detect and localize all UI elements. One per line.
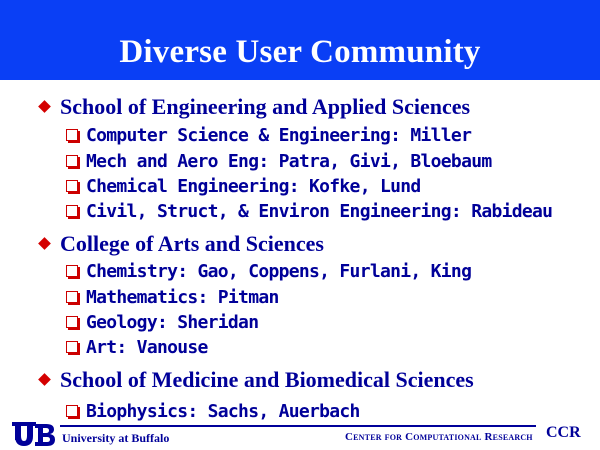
footer-rule bbox=[60, 425, 536, 427]
checkbox-bullet-icon bbox=[66, 265, 78, 277]
list-item-text: Chemistry: Gao, Coppens, Furlani, King bbox=[86, 261, 472, 282]
list-item bbox=[0, 176, 600, 198]
ccr-label: CCR bbox=[546, 424, 581, 441]
checkbox-bullet-icon bbox=[66, 405, 78, 417]
checkbox-bullet-icon bbox=[66, 341, 78, 353]
section-engineering bbox=[0, 94, 600, 120]
list-item bbox=[0, 312, 600, 334]
center-name: Center for Computational Research bbox=[345, 431, 533, 443]
university-name: University at Buffalo bbox=[62, 431, 170, 445]
list-item bbox=[0, 125, 600, 147]
list-item-text: Civil, Struct, & Environ Engineering: Rabideau bbox=[86, 201, 553, 222]
list-item bbox=[0, 151, 600, 173]
checkbox-bullet-icon bbox=[66, 205, 78, 217]
section-label: College of Arts and Sciences bbox=[60, 231, 324, 256]
checkbox-bullet-icon bbox=[66, 129, 78, 141]
checkbox-bullet-icon bbox=[66, 155, 78, 167]
list-item-text: Chemical Engineering: Kofke, Lund bbox=[86, 176, 421, 197]
checkbox-bullet-icon bbox=[66, 291, 78, 303]
list-item bbox=[0, 287, 600, 309]
list-item-text: Mech and Aero Eng: Patra, Givi, Bloebaum bbox=[86, 151, 492, 172]
list-item bbox=[0, 401, 600, 423]
slide-title: Diverse User Community bbox=[119, 34, 481, 70]
list-item bbox=[0, 261, 600, 283]
list-item bbox=[0, 201, 600, 223]
list-item-text: Art: Vanouse bbox=[86, 337, 208, 358]
list-item-text: Mathematics: Pitman bbox=[86, 287, 279, 308]
checkbox-bullet-icon bbox=[66, 316, 78, 328]
list-item-text: Computer Science & Engineering: Miller bbox=[86, 125, 472, 146]
section-label: School of Medicine and Biomedical Sciences bbox=[60, 367, 474, 392]
checkbox-bullet-icon bbox=[66, 180, 78, 192]
section-medicine bbox=[0, 367, 600, 393]
list-item-text: Biophysics: Sachs, Auerbach bbox=[86, 401, 360, 422]
diamond-bullet-icon bbox=[38, 237, 51, 250]
ub-logo-icon bbox=[10, 420, 58, 448]
list-item-text: Geology: Sheridan bbox=[86, 312, 259, 333]
section-arts-sciences bbox=[0, 231, 600, 257]
section-label: School of Engineering and Applied Sciences bbox=[60, 94, 471, 119]
diamond-bullet-icon bbox=[38, 100, 51, 113]
diamond-bullet-icon bbox=[38, 373, 51, 386]
list-item bbox=[0, 337, 600, 359]
